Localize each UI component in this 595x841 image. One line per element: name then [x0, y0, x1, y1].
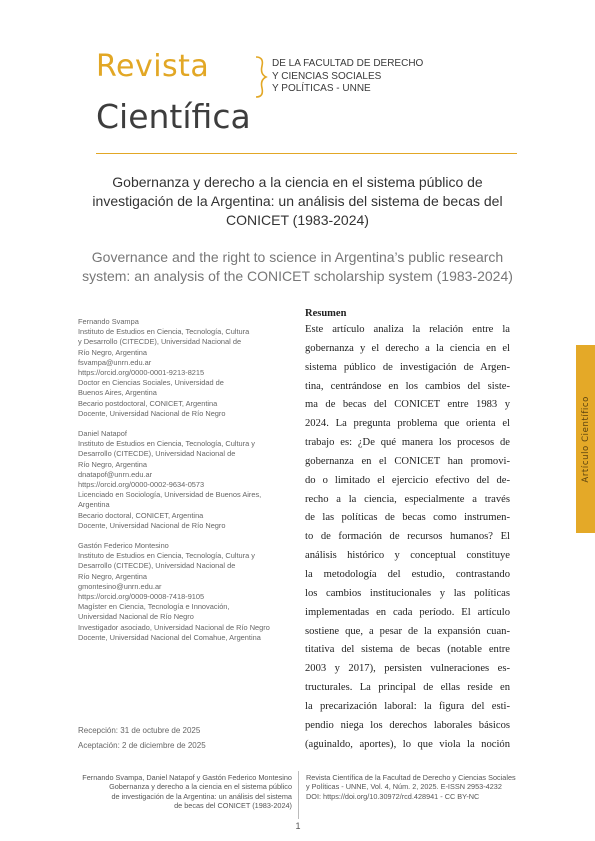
footer-journal-info: [306, 773, 571, 801]
footer-citation: [30, 773, 292, 811]
journal-subtitle-line: Y CIENCIAS SOCIALES: [272, 70, 382, 82]
author-block: [78, 429, 280, 531]
author-detail-line: Instituto de Estudios en Ciencia, Tecnología, Cultura y: [78, 439, 255, 449]
abstract-line: gobernanza y el derecho a la ciencia en el: [305, 342, 510, 354]
author-block: [78, 317, 280, 419]
footer-citation-line: de becas del CONICET (1983-2024): [174, 801, 292, 811]
abstract-line: la precarización laboral: la figura del esti-: [305, 700, 510, 712]
author-detail-line: Becario postdoctoral, CONICET, Argentina: [78, 398, 218, 408]
author-detail-line: Docente, Universidad Nacional del Comahue, Argentina: [78, 632, 261, 642]
author-detail-line[interactable]: https://orcid.org/0000-0002-9634-0573: [78, 480, 205, 490]
author-name: Gastón Federico Montesino: [78, 541, 169, 551]
author-detail-line: Universidad Nacional de Río Negro: [78, 612, 194, 622]
article-type-label: Artículo Científico: [580, 395, 591, 483]
footer-citation-line: de investigación de la Argentina: un análisis del sistema: [111, 791, 292, 801]
author-detail-line[interactable]: https://orcid.org/0000-0001-9213-8215: [78, 368, 205, 378]
article-title-es: Gobernanza y derecho a la ciencia en el sistema público de investigación de la Argentina: un análisis del sistema de becas del CONICET (1983-2024): [92, 174, 503, 228]
author-detail-line: Licenciado en Sociología, Universidad de Buenos Aires,: [78, 490, 262, 500]
author-detail-line: y Desarrollo (CITECDE), Universidad Nacional de: [78, 337, 242, 347]
abstract-line: los cambios institucionales y las políticas: [305, 587, 510, 599]
abstract-line: la metodología del estudio, contrastando: [305, 568, 510, 580]
author-detail-line: Instituto de Estudios en Ciencia, Tecnología, Cultura y: [78, 551, 255, 561]
masthead-rule: [96, 153, 517, 154]
author-detail-line: Docente, Universidad Nacional de Río Negro: [78, 408, 226, 418]
abstract-heading: Resumen: [305, 308, 347, 319]
abstract-line: tructurales. La principal de ellas reside en: [305, 682, 510, 694]
abstract-line: to de formación de recursos humanos? El: [305, 531, 510, 543]
received-date: Recepción: 31 de octubre de 2025: [78, 726, 201, 735]
footer-journal-line: Revista Científica de la Facultad de Derecho y Ciencias Sociales: [306, 773, 516, 782]
journal-subtitle-line: Y POLÍTICAS - UNNE: [272, 83, 371, 94]
author-detail-line: Instituto de Estudios en Ciencia, Tecnología, Cultura: [78, 327, 250, 337]
author-detail-line[interactable]: dnatapof@unrn.edu.ar: [78, 469, 153, 479]
author-detail-line: Río Negro, Argentina: [78, 571, 148, 581]
journal-subtitle-line: DE LA FACULTAD DE DERECHO: [272, 58, 424, 69]
abstract-line: do o limitado el ejercicio efectivo del de-: [305, 474, 510, 486]
author-detail-line: Río Negro, Argentina: [78, 459, 148, 469]
author-name: Daniel Natapof: [78, 429, 127, 439]
author-detail-line: Docente, Universidad Nacional de Río Negro: [78, 520, 226, 530]
abstract-line: análisis histórico y conceptual constituye: [305, 550, 510, 562]
author-detail-line: Río Negro, Argentina: [78, 347, 148, 357]
abstract-line: titativa del sistema de becas (notable entre: [305, 644, 510, 656]
abstract-line: sostiene que, a pesar de la expansión cuan-: [305, 625, 510, 637]
author-detail-line: Magíster en Ciencia, Tecnología e Innovación,: [78, 602, 230, 612]
abstract-line: ma de becas del CONICET entre 1983 y: [305, 399, 510, 411]
accepted-date: Aceptación: 2 de diciembre de 2025: [78, 741, 206, 750]
article-dates: [78, 723, 280, 753]
abstract-line: de las políticas de becas como instrumen-: [305, 512, 510, 524]
journal-subtitle: [272, 58, 423, 96]
author-detail-line: Desarrollo (CITECDE), Universidad Nacional de: [78, 561, 236, 571]
journal-logo-revista: Revista: [96, 49, 210, 84]
author-detail-line: Investigador asociado, Universidad Nacional de Río Negro: [78, 622, 270, 632]
author-detail-line[interactable]: fsvampa@unrn.edu.ar: [78, 357, 152, 367]
abstract-line: (aguinaldo, aportes), lo que viola la noción: [305, 738, 510, 750]
footer-citation-line: Gobernanza y derecho a la ciencia en el sistema público: [109, 782, 292, 792]
journal-logo-cientifica: Científica: [96, 97, 251, 136]
page-number: 1: [295, 821, 301, 831]
footer-journal-line: y Políticas - UNNE, Vol. 4, Núm. 2, 2025. E-ISSN 2953-4232: [306, 782, 502, 792]
doi-link[interactable]: DOI: https://doi.org/10.30972/rcd.428941 - CC BY-NC: [306, 791, 480, 801]
abstract-line: implementadas en cada período. El artículo: [305, 606, 510, 618]
logo-brace-icon: [254, 55, 268, 99]
author-detail-line: Argentina: [78, 500, 110, 510]
abstract-text: [305, 321, 510, 754]
abstract-line: pendio niega los derechos laborales básicos: [305, 719, 510, 731]
article-title-en: Governance and the right to science in Argentina’s public research system: an analysis of the CONICET scholarship system (1983-2024): [82, 249, 513, 284]
abstract-line: recho a la ciencia, especialmente a través: [305, 493, 510, 505]
abstract-line: tina, centrándose en los cambios del siste-: [305, 380, 510, 392]
abstract-line: trabajo es: ¿De qué manera los procesos de: [305, 437, 510, 449]
footer-citation-line: Fernando Svampa, Daniel Natapof y Gastón Federico Montesino: [82, 773, 292, 782]
author-detail-line[interactable]: https://orcid.org/0009-0008-7418-9105: [78, 592, 205, 602]
abstract-line: gobernanza en el CONICET han promovi-: [305, 455, 510, 467]
author-detail-line: Becario doctoral, CONICET, Argentina: [78, 510, 204, 520]
author-affiliations: [78, 317, 280, 653]
author-detail-line: Buenos Aires, Argentina: [78, 388, 157, 398]
author-detail-line: Desarrollo (CITECDE), Universidad Nacional de: [78, 449, 236, 459]
footer-divider: [298, 771, 299, 819]
abstract-line: 2003 y 2017), persisten vulneraciones es-: [305, 663, 510, 675]
abstract-line: sistema público de investigación de Argen-: [305, 361, 510, 373]
author-detail-line[interactable]: gmontesino@unrn.edu.ar: [78, 581, 162, 591]
author-detail-line: Doctor en Ciencias Sociales, Universidad de: [78, 378, 224, 388]
abstract-line: 2024. La pregunta problema que orienta el: [305, 418, 510, 430]
author-name: Fernando Svampa: [78, 317, 139, 326]
abstract-line: Este artículo analiza la relación entre la: [305, 324, 510, 335]
author-block: [78, 541, 280, 643]
